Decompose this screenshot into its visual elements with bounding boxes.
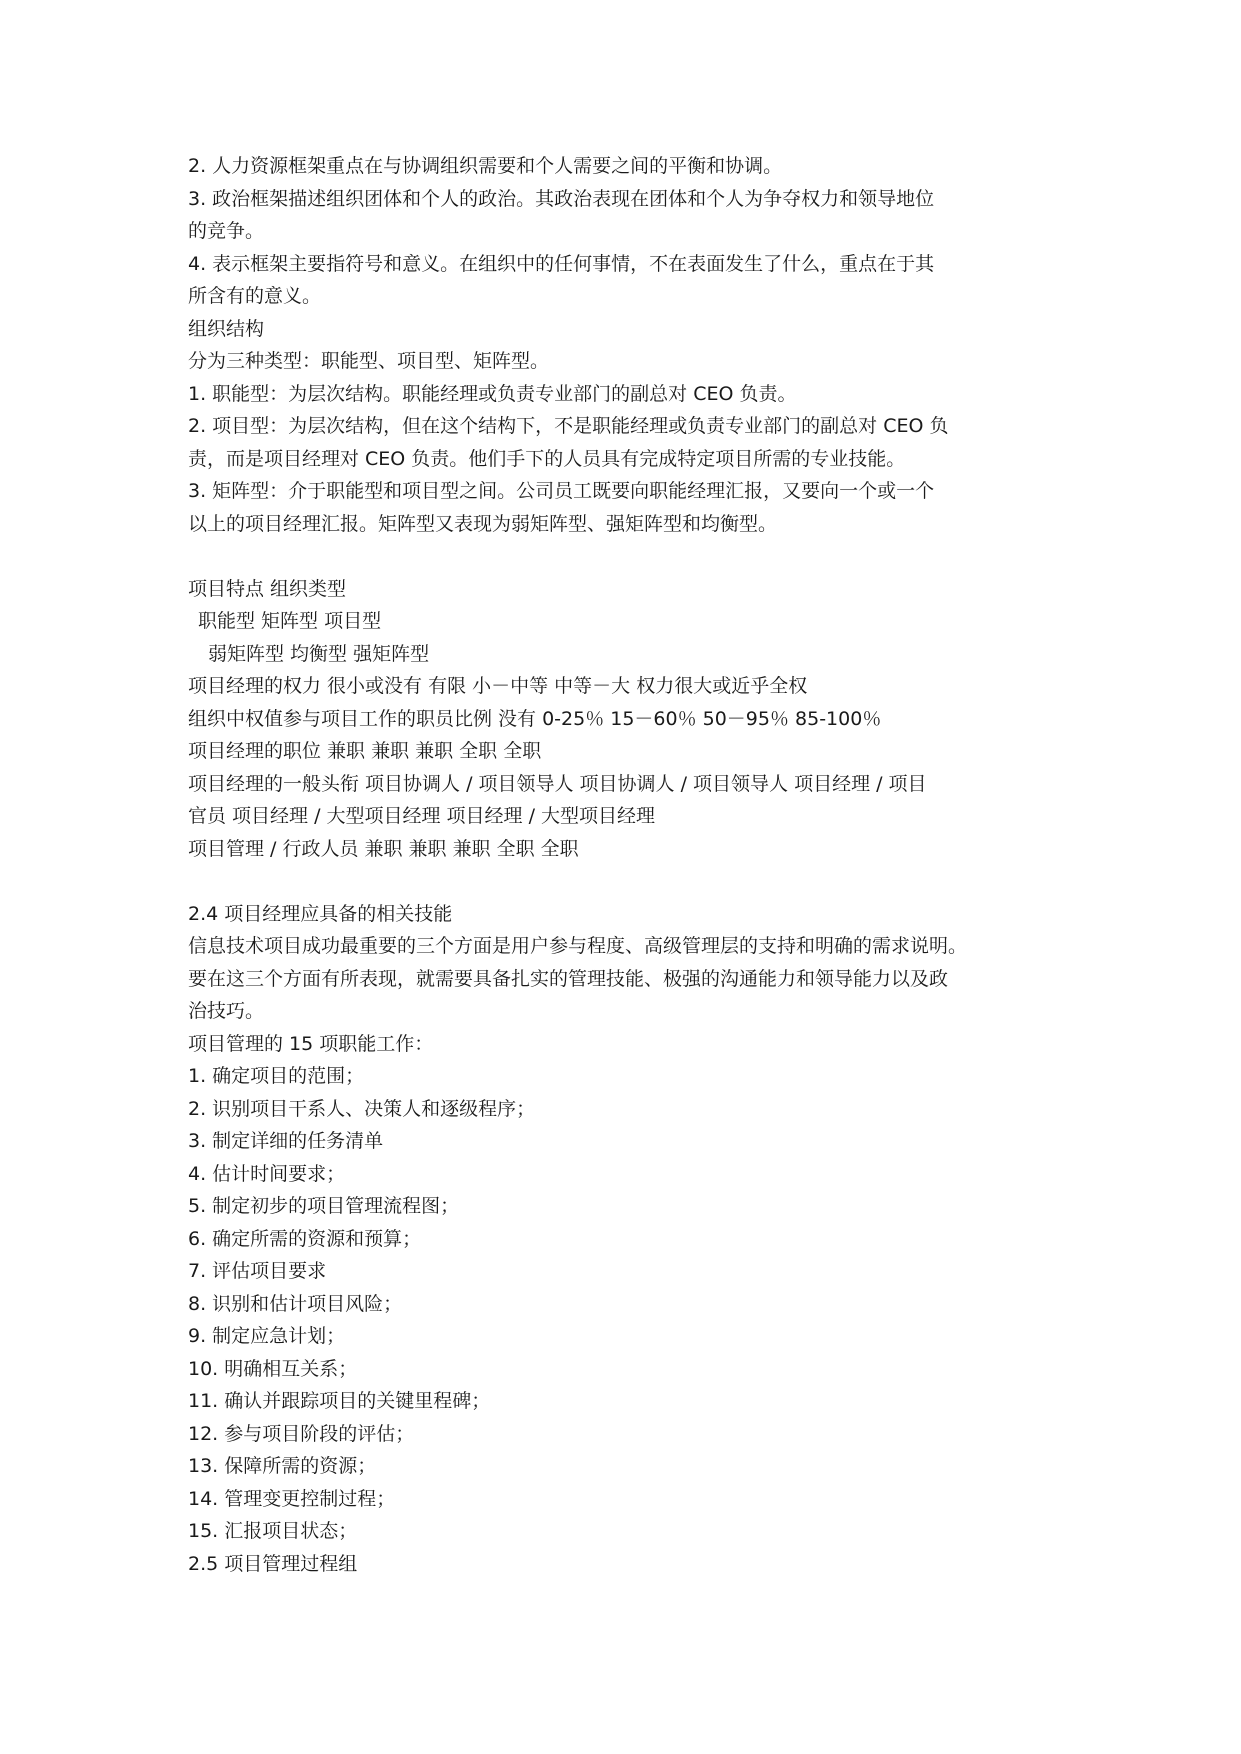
list-item: 7. 评估项目要求 [188,1260,327,1282]
blank-line [188,865,1068,898]
list-item: 15. 汇报项目状态； [188,1520,358,1542]
list-item: 4. 估计时间要求； [188,1162,346,1185]
paragraph-line: 2. 人力资源框架重点在与协调组织需要和个人需要之间的平衡和协调。 [188,155,783,177]
document-body [188,150,1068,1580]
list-item: 11. 确认并跟踪项目的关键里程碑； [188,1390,491,1412]
paragraph-line: 3. 矩阵型：介于职能型和项目型之间。公司员工既要向职能经理汇报，又要向一个或一个 [188,480,935,502]
section-heading: 2.4 项目经理应具备的相关技能 [188,902,453,925]
paragraph-line: 要在这三个方面有所表现，就需要具备扎实的管理技能、极强的沟通能力和领导能力以及政 [188,967,949,990]
list-item: 1. 确定项目的范围； [188,1065,365,1087]
table-text-line: 项目管理 / 行政人员 兼职 兼职 兼职 全职 全职 [188,837,579,860]
table-text-line: 组织中权值参与项目工作的职员比例 没有 0-25％ 15－60％ 50－95％ 85-100％ [188,707,882,730]
paragraph-line: 2. 项目型：为层次结构，但在这个结构下，不是职能经理或负责专业部门的副总对 CEO 负 [188,415,949,437]
paragraph-line: 3. 政治框架描述组织团体和个人的政治。其政治表现在团体和个人为争夺权力和领导地位 [188,187,935,210]
list-item: 12. 参与项目阶段的评估； [188,1422,415,1445]
list-item: 8. 识别和估计项目风险； [188,1292,403,1315]
list-item: 2. 识别项目干系人、决策人和逐级程序； [188,1097,536,1120]
table-text-line: 弱矩阵型 均衡型 强矩阵型 [208,642,430,665]
list-item: 14. 管理变更控制过程； [188,1487,396,1510]
list-item: 9. 制定应急计划； [188,1325,346,1347]
section-heading: 组织结构 [188,317,265,340]
paragraph-line: 所含有的意义。 [188,285,322,307]
paragraph-line: 治技巧。 [188,1000,265,1022]
paragraph-line: 信息技术项目成功最重要的三个方面是用户参与程度、高级管理层的支持和明确的需求说明。 [188,935,968,957]
paragraph-line: 责，而是项目经理对 CEO 负责。他们手下的人员具有完成特定项目所需的专业技能。 [188,447,906,470]
list-item: 10. 明确相互关系； [188,1357,358,1380]
list-item: 6. 确定所需的资源和预算； [188,1227,422,1250]
table-text-line: 项目经理的职位 兼职 兼职 兼职 全职 全职 [188,740,542,762]
table-text-line: 官员 项目经理 / 大型项目经理 项目经理 / 大型项目经理 [188,805,656,827]
paragraph-line: 分为三种类型：职能型、项目型、矩阵型。 [188,350,550,372]
list-item: 5. 制定初步的项目管理流程图； [188,1195,460,1217]
blank-line [188,540,1068,573]
list-item: 13. 保障所需的资源； [188,1455,377,1477]
table-text-line: 项目经理的一般头衔 项目协调人 / 项目领导人 项目协调人 / 项目领导人 项目经理 / 项目 [188,772,927,795]
list-item: 3. 制定详细的任务清单 [188,1130,384,1152]
table-text-line: 项目特点 组织类型 [188,577,347,600]
table-text-line: 项目经理的权力 很小或没有 有限 小－中等 中等－大 权力很大或近乎全权 [188,675,808,697]
section-heading: 2.5 项目管理过程组 [188,1552,358,1575]
table-text-line: 职能型 矩阵型 项目型 [198,610,382,632]
paragraph-line: 项目管理的 15 项职能工作： [188,1032,434,1055]
paragraph-line: 1. 职能型：为层次结构。职能经理或负责专业部门的副总对 CEO 负责。 [188,382,797,405]
paragraph-line: 以上的项目经理汇报。矩阵型又表现为弱矩阵型、强矩阵型和均衡型。 [188,512,778,535]
paragraph-line: 4. 表示框架主要指符号和意义。在组织中的任何事情，不在表面发生了什么，重点在于其 [188,252,935,275]
paragraph-line: 的竞争。 [188,220,265,242]
